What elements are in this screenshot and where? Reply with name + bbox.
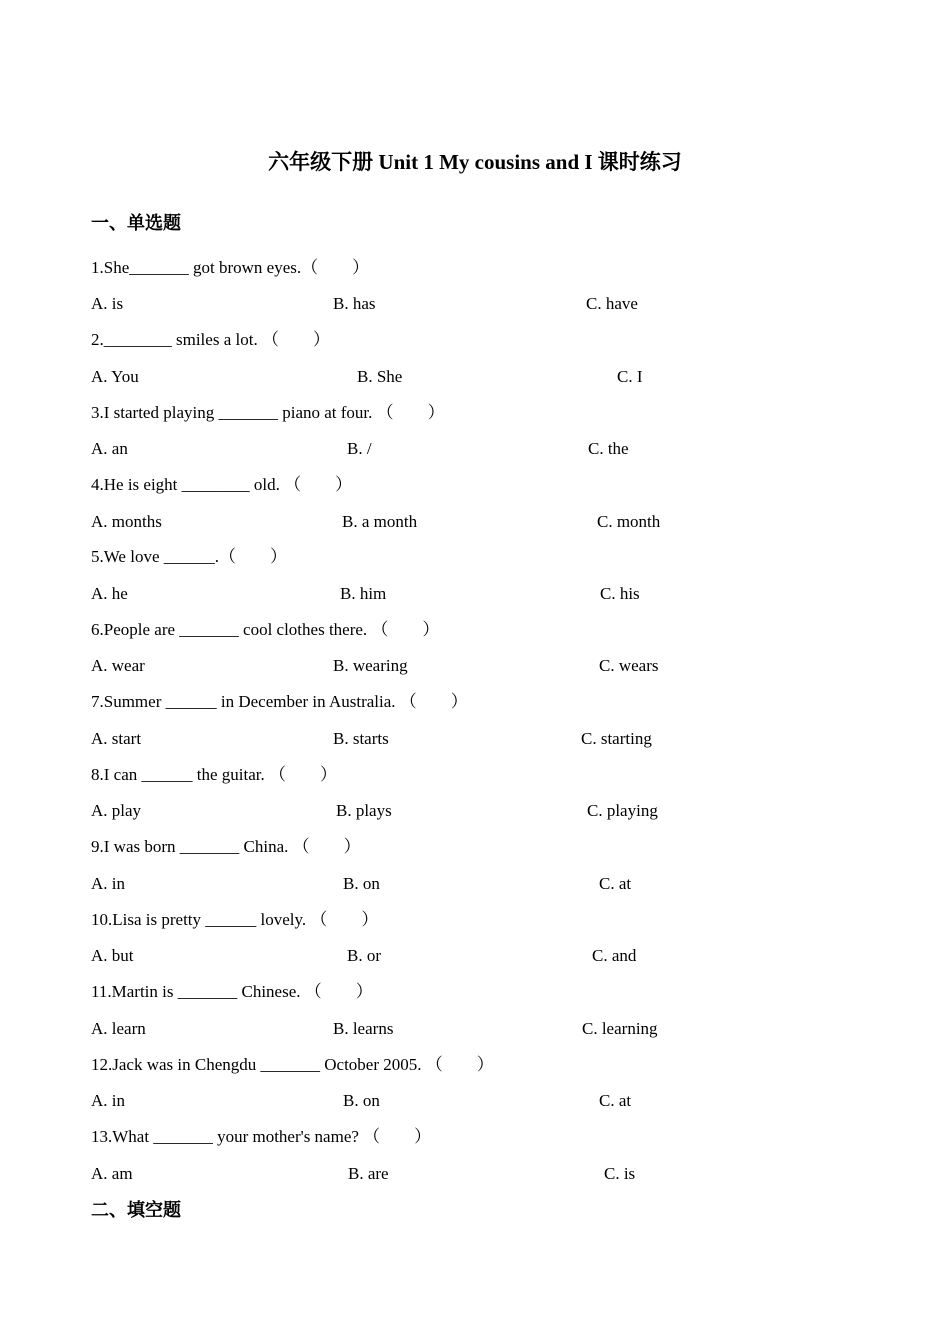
option-b: B. She	[357, 367, 403, 386]
option-c: C. at	[599, 1091, 632, 1110]
question-1: 1.She_______ got brown eyes.（ ）	[91, 258, 370, 277]
option-c: C. wears	[599, 656, 659, 675]
question-9: 9.I was born _______ China. （ ）	[91, 837, 361, 856]
option-a: A. months	[91, 512, 162, 531]
option-b: B. learns	[333, 1019, 394, 1038]
option-a: A. learn	[91, 1019, 146, 1038]
option-a: A. he	[91, 584, 128, 603]
option-c: C. at	[599, 874, 632, 893]
option-b: B. plays	[336, 801, 392, 820]
option-a: A. but	[91, 946, 134, 965]
option-b: B. on	[343, 1091, 380, 1110]
option-c: C. month	[597, 512, 661, 531]
option-c: C. learning	[582, 1019, 658, 1038]
option-c: C. and	[592, 946, 637, 965]
option-a: A. an	[91, 439, 128, 458]
option-c: C. have	[586, 294, 638, 313]
option-b: B. him	[340, 584, 387, 603]
option-a: A. play	[91, 801, 142, 820]
option-b: B. starts	[333, 729, 389, 748]
question-11: 11.Martin is _______ Chinese. （ ）	[91, 982, 373, 1001]
question-13: 13.What _______ your mother's name? （ ）	[91, 1127, 432, 1146]
option-c: C. playing	[587, 801, 658, 820]
option-b: B. has	[333, 294, 376, 313]
option-a: A. You	[91, 367, 139, 386]
option-c: C. I	[617, 367, 643, 386]
question-5: 5.We love ______.（ ）	[91, 547, 287, 566]
option-c: C. is	[604, 1164, 636, 1183]
option-a: A. am	[91, 1164, 133, 1183]
section-heading-fill-in: 二、填空题	[91, 1200, 181, 1220]
document-title: 六年级下册 Unit 1 My cousins and I 课时练习	[268, 150, 682, 174]
option-b: B. are	[348, 1164, 389, 1183]
option-a: A. in	[91, 874, 125, 893]
option-a: A. is	[91, 294, 124, 313]
question-7: 7.Summer ______ in December in Australia. （ ）	[91, 692, 468, 711]
section-heading-single-choice: 一、单选题	[91, 213, 181, 233]
option-b: B. or	[347, 946, 381, 965]
option-a: A. in	[91, 1091, 125, 1110]
question-2: 2.________ smiles a lot. （ ）	[91, 330, 330, 349]
question-8: 8.I can ______ the guitar. （ ）	[91, 765, 337, 784]
option-b: B. on	[343, 874, 380, 893]
question-3: 3.I started playing _______ piano at four. （ ）	[91, 403, 445, 422]
option-c: C. his	[600, 584, 640, 603]
option-b: B. /	[347, 439, 372, 458]
question-4: 4.He is eight ________ old. （ ）	[91, 475, 353, 494]
option-b: B. wearing	[333, 656, 408, 675]
question-6: 6.People are _______ cool clothes there. （ ）	[91, 620, 440, 639]
question-10: 10.Lisa is pretty ______ lovely. （ ）	[91, 910, 379, 929]
option-c: C. starting	[581, 729, 652, 748]
option-c: C. the	[588, 439, 629, 458]
option-a: A. wear	[91, 656, 145, 675]
option-a: A. start	[91, 729, 142, 748]
question-12: 12.Jack was in Chengdu _______ October 2005. （ ）	[91, 1055, 494, 1074]
option-b: B. a month	[342, 512, 418, 531]
